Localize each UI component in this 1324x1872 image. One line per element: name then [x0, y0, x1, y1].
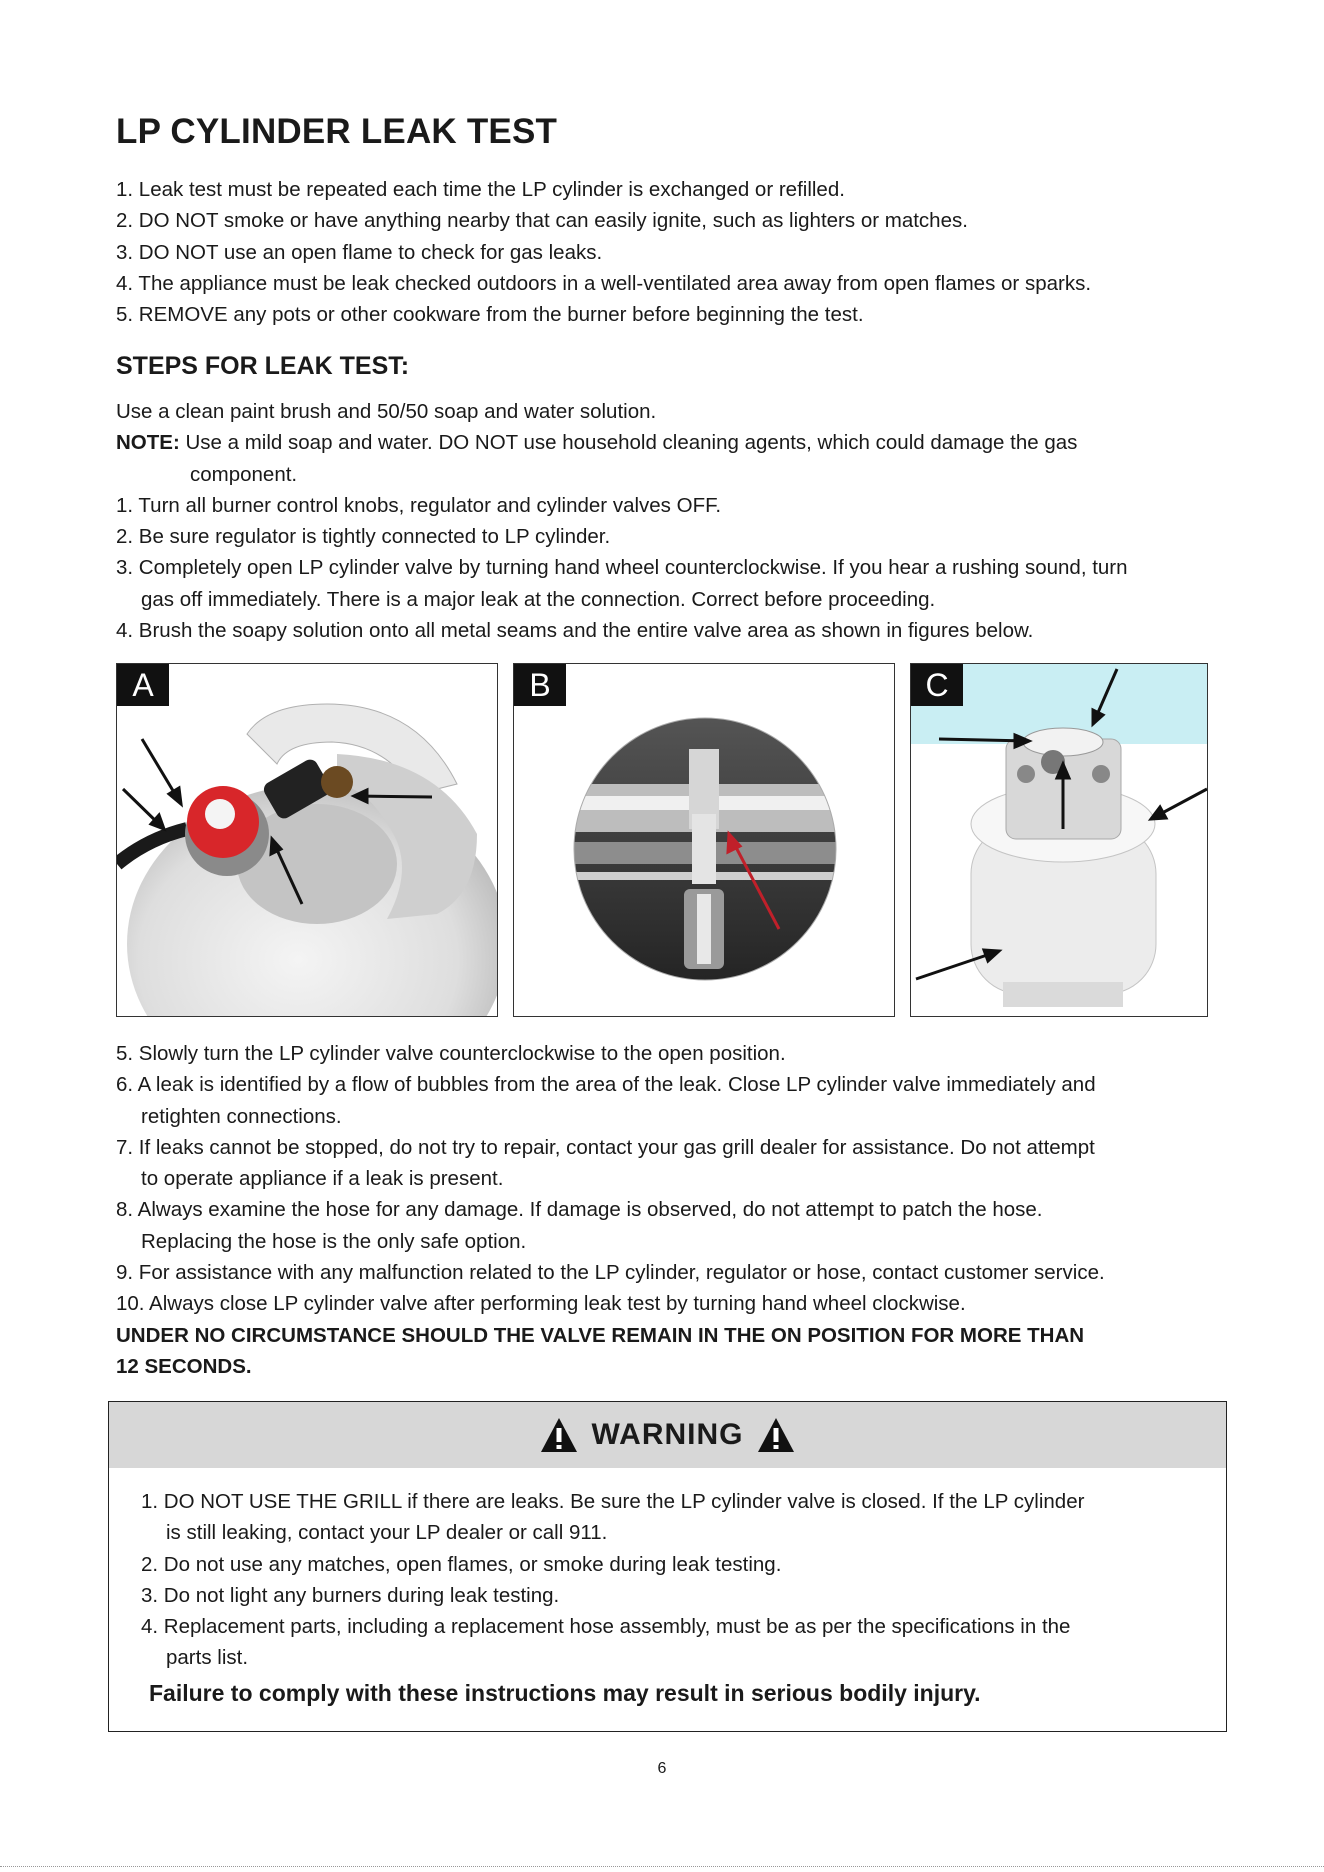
step-item: 10. Always close LP cylinder valve after performing leak test by turning hand wheel clockwise. [116, 1292, 966, 1316]
figure-label-c: C [911, 664, 963, 706]
step-item-cont: to operate appliance if a leak is present. [141, 1167, 504, 1191]
intro-item: 5. REMOVE any pots or other cookware from the burner before beginning the test. [116, 303, 864, 327]
lp-cylinder-regulator-illustration [117, 664, 498, 1017]
step-item: 3. Completely open LP cylinder valve by turning hand wheel counterclockwise. If you hear a rushing sound, turn [116, 556, 1128, 580]
warning-header [109, 1402, 1226, 1468]
warning-final-statement: Failure to comply with these instructions may result in serious bodily injury. [149, 1680, 981, 1706]
step-item: 5. Slowly turn the LP cylinder valve counterclockwise to the open position. [116, 1042, 786, 1065]
warning-item: 4. Replacement parts, including a replacement hose assembly, must be as per the specifications in the [141, 1615, 1071, 1639]
step-item: 1. Turn all burner control knobs, regulator and cylinder valves OFF. [116, 493, 722, 517]
figure-c [910, 663, 1208, 1017]
figure-label-a: A [117, 664, 169, 706]
note-label: NOTE: [116, 431, 180, 455]
step-item-cont: Replacing the hose is the only safe option. [141, 1229, 527, 1253]
page-number: 6 [657, 1760, 667, 1777]
warning-list [141, 1486, 1201, 1674]
warning-triangle-icon [756, 1416, 796, 1454]
step-item: 7. If leaks cannot be stopped, do not try to repair, contact your gas grill dealer for assistance. Do not attempt [116, 1135, 1095, 1159]
warning-item-cont: parts list. [166, 1646, 249, 1670]
intro-item: 2. DO NOT smoke or have anything nearby that can easily ignite, such as lighters or matches. [116, 209, 968, 233]
lp-cylinder-full-illustration [911, 664, 1208, 1017]
intro-item: 1. Leak test must be repeated each time the LP cylinder is exchanged or refilled. [116, 178, 845, 201]
intro-item: 3. DO NOT use an open flame to check for gas leaks. [116, 240, 603, 264]
warning-item: 2. Do not use any matches, open flames, or smoke during leak testing. [141, 1552, 782, 1576]
caution-text-cont: 12 SECONDS. [116, 1354, 252, 1378]
step-item: 6. A leak is identified by a flow of bubbles from the area of the leak. Close LP cylinder valve immediately and [116, 1073, 1096, 1097]
figure-a [116, 663, 498, 1017]
valve-connection-closeup-illustration [514, 664, 895, 1017]
warning-item: 3. Do not light any burners during leak testing. [141, 1583, 560, 1607]
step-item-cont: retighten connections. [141, 1104, 342, 1128]
bottom-rule [0, 1866, 1324, 1867]
steps-list-bottom [116, 1038, 1236, 1382]
note-text-cont: component. [190, 462, 298, 486]
figure-label-b: B [514, 664, 566, 706]
steps-heading: STEPS FOR LEAK TEST: [116, 352, 410, 380]
warning-triangle-icon [539, 1416, 579, 1454]
intro-item: 4. The appliance must be leak checked outdoors in a well-ventilated area away from open flames or sparks. [116, 271, 1092, 295]
figure-b [513, 663, 895, 1017]
note [116, 427, 1236, 458]
note-text: Use a mild soap and water. DO NOT use household cleaning agents, which could damage the gas [185, 431, 1078, 455]
page-title: LP CYLINDER LEAK TEST [116, 112, 558, 151]
warning-box [108, 1401, 1227, 1732]
step-item: 8. Always examine the hose for any damage. If damage is observed, do not attempt to patch the hose. [116, 1198, 1043, 1222]
step-item: 9. For assistance with any malfunction related to the LP cylinder, regulator or hose, contact customer service. [116, 1261, 1105, 1285]
warning-item-cont: is still leaking, contact your LP dealer or call 911. [166, 1521, 608, 1545]
steps-list-top [116, 396, 1236, 646]
step-item: 4. Brush the soapy solution onto all metal seams and the entire valve area as shown in figures below. [116, 619, 1034, 643]
intro-list [116, 174, 1236, 330]
warning-title: WARNING [591, 1418, 744, 1451]
step-item-cont: gas off immediately. There is a major leak at the connection. Correct before proceeding. [141, 587, 936, 611]
steps-intro: Use a clean paint brush and 50/50 soap and water solution. [116, 400, 657, 423]
caution-text: UNDER NO CIRCUMSTANCE SHOULD THE VALVE REMAIN IN THE ON POSITION FOR MORE THAN [116, 1323, 1085, 1347]
step-item: 2. Be sure regulator is tightly connected to LP cylinder. [116, 525, 611, 549]
warning-item: 1. DO NOT USE THE GRILL if there are leaks. Be sure the LP cylinder valve is closed. If the LP cylinder [141, 1490, 1085, 1513]
